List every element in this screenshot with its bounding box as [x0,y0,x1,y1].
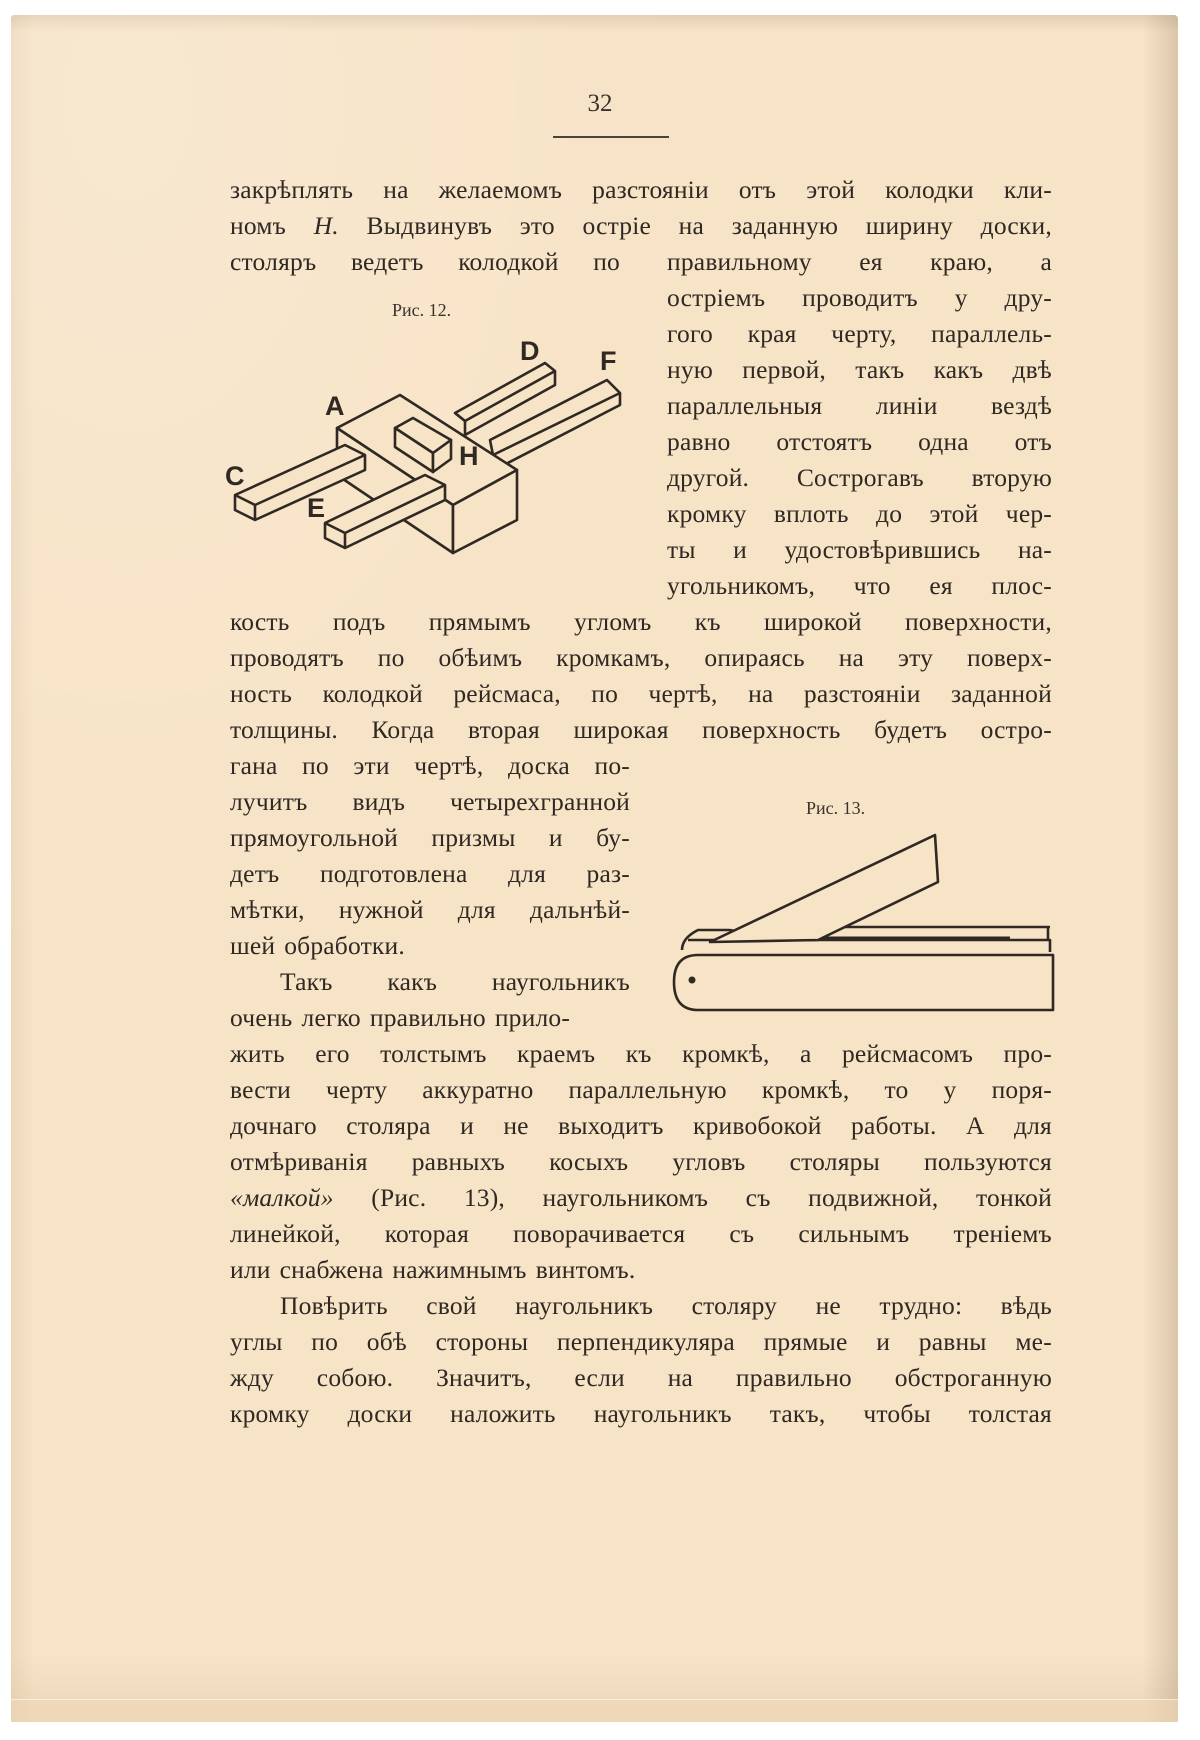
text-word: H. [313,211,339,240]
text-word: трудно: [879,1291,963,1320]
text-word: бу- [596,823,630,852]
text-word: отъ [738,175,777,204]
text-word: дру- [1004,283,1052,312]
text-word: углы [230,1327,283,1356]
text-word: собою. [316,1363,394,1392]
text-word: какъ [387,967,438,996]
text-line [230,1180,1052,1216]
text-word: кость [230,607,290,636]
text-word: мѣтки, [230,895,305,924]
text-word: призмы [431,823,516,852]
text-word: по- [594,751,630,780]
figure-12-label-a: A [325,391,345,421]
text-word: и [460,1111,474,1140]
figure-13-caption: Рис. 13. [806,798,866,818]
text-word: колодки [885,175,974,204]
text-word: по [302,751,329,780]
figure-13-bevel-square [670,830,1060,1020]
text-word: (Рис. [371,1183,427,1212]
figure-12-caption: Рис. 12. [392,300,452,320]
text-word: отмѣриванія [230,1147,368,1176]
text-line [230,748,630,784]
text-word: прямые [763,1327,848,1356]
text-line [230,1216,1052,1252]
text-word: проводятъ [230,643,344,672]
text-word: жду [230,1363,274,1392]
text-word: дальнѣй- [529,895,630,924]
text-word: по [377,643,405,672]
text-word: будетъ [874,715,948,744]
text-word: Такъ [280,967,333,996]
text-word: съ [729,1219,755,1248]
text-word: косыхъ [549,1147,629,1176]
text-word: Когда [371,715,435,744]
text-word: поря- [991,1075,1052,1104]
text-word: номъ [230,211,287,240]
text-word: винтомъ. [535,1255,636,1284]
text-line [230,928,630,964]
text-word: нажимнымъ [392,1255,527,1284]
figure-12-label-h: H [459,441,479,471]
text-line [280,1288,1052,1324]
text-word: чертѣ, [414,751,484,780]
text-word: заданную [731,211,839,240]
text-word: первой, [742,355,827,384]
text-word: какъ [933,355,984,384]
text-word: поверхности, [904,607,1052,636]
text-word: ея [859,247,883,276]
text-word: съ [745,1183,771,1212]
text-word: раз- [586,859,630,888]
text-word: 13), [463,1183,505,1212]
text-line [230,1036,1052,1072]
text-word: правильно [369,1003,486,1032]
text-word: вторую [971,463,1052,492]
text-word: столяра [346,1111,431,1140]
text-word: чертѣ, [648,679,718,708]
text-word: сильнымъ [798,1219,910,1248]
text-word: про- [1003,1039,1052,1068]
text-word: эти [353,751,390,780]
text-word: на [838,643,865,672]
text-word: не [815,1291,841,1320]
text-line [230,1144,1052,1180]
text-word: у [943,1075,957,1104]
text-line [230,640,1052,676]
text-word: одна [918,427,969,456]
text-word: гого [667,319,713,348]
text-word: такъ [855,355,905,384]
text-word: черту [326,1075,388,1104]
text-word: на- [1017,535,1052,564]
text-word: поверхность [702,715,841,744]
text-word: доски [347,1399,413,1428]
text-word: отстоятъ [776,427,873,456]
text-word: наложить [450,1399,556,1428]
text-word: ширину [865,211,953,240]
text-word: черту, [831,319,897,348]
text-word: этой [929,499,979,528]
text-word: кривобокой [693,1111,822,1140]
text-line [230,244,620,280]
text-word: и [876,1327,891,1356]
text-word: вторая [467,715,540,744]
text-word: колодкой [458,247,559,276]
page-number-rule [553,136,669,138]
text-word: равны [918,1327,987,1356]
text-word: снабжена [279,1255,384,1284]
text-word: пользуются [924,1147,1052,1176]
text-word: проводитъ [802,283,918,312]
text-word: Сострогавъ [796,463,924,492]
text-word: лучитъ [230,787,308,816]
text-word: легко [301,1003,361,1032]
text-word: аккуратно [422,1075,534,1104]
text-line [230,1360,1052,1396]
text-word: подготовлена [319,859,468,888]
text-word: до [876,499,903,528]
text-line [667,532,1052,568]
text-line [667,424,1052,460]
text-word: дочнаго [230,1111,317,1140]
text-word: вести [230,1075,291,1104]
text-word: этой [806,175,856,204]
text-word: колодкой [322,679,423,708]
text-word: а [800,1039,812,1068]
text-line [280,964,630,1000]
text-word: по [311,1327,339,1356]
text-word: треніемъ [953,1219,1052,1248]
text-word: Повѣрить [280,1291,388,1320]
text-word: угольникомъ, [667,571,816,600]
page-number: 32 [587,90,613,117]
text-word: ея [929,571,953,600]
text-line [230,208,1052,244]
text-word: кромку [667,499,747,528]
text-word: шей [230,931,276,960]
text-line [230,1252,1052,1288]
text-word: на [667,1363,694,1392]
text-word: остріемъ [667,283,766,312]
text-word: четырехгранной [450,787,630,816]
text-line [230,1324,1052,1360]
text-word: прило- [494,1003,571,1032]
text-word: на [748,679,774,708]
text-word: ведетъ [350,247,424,276]
text-line [230,1072,1052,1108]
text-line [667,460,1052,496]
text-word: толщины. [230,715,338,744]
text-word: къ [625,1039,652,1068]
text-word: ность [230,679,293,708]
text-word: обработки. [284,931,405,960]
text-word: краю, [930,247,994,276]
text-line [230,172,1052,208]
text-word: угловъ [672,1147,746,1176]
text-word: широкой [764,607,862,636]
text-word: обѣ [366,1327,407,1356]
text-word: толстая [968,1399,1052,1428]
figure-12-label-c: C [225,461,245,491]
text-word: а [1040,247,1052,276]
text-word: желаемомъ [438,175,563,204]
text-line [230,892,630,928]
text-word: рейсмаса, [453,679,561,708]
text-word: работы. [851,1111,937,1140]
text-word: кли- [1003,175,1052,204]
text-word: наугольникъ [491,967,630,996]
text-word: равно [667,427,731,456]
text-word: поворачивается [513,1219,686,1248]
text-word: широкая [573,715,669,744]
text-word: и [733,535,748,564]
text-word: удостовѣрившись [784,535,981,564]
text-word: у [954,283,968,312]
text-word: А [965,1111,985,1140]
text-word: что [853,571,891,600]
text-word: Значитъ, [436,1363,532,1392]
text-line [230,856,630,892]
text-line [230,1108,1052,1144]
text-word: кромкѣ, [682,1039,770,1068]
text-word: кромкѣ, [761,1075,850,1104]
text-word: если [574,1363,625,1392]
text-word: равныхъ [411,1147,505,1176]
text-word: ме- [1015,1327,1052,1356]
text-word: рейсмасомъ [841,1039,974,1068]
text-word: для [508,859,547,888]
text-word: или [230,1255,271,1284]
text-line [230,1396,1052,1432]
text-word: подвижной, [808,1183,939,1212]
text-word: Выдвинувъ [366,211,493,240]
text-word: плос- [991,571,1052,600]
text-line [230,676,1052,712]
text-word: на [383,175,409,204]
text-word: заданной [951,679,1052,708]
text-word: то [884,1075,909,1104]
text-word: эту [897,643,934,672]
text-word: выходитъ [558,1111,664,1140]
text-word: это [519,211,555,240]
text-word: параллель- [931,319,1052,348]
text-word: краемъ [516,1039,596,1068]
figure-12-bar-c [235,445,365,520]
text-word: разстояніи [592,175,709,204]
text-word: детъ [230,859,280,888]
text-word: наугольникъ [515,1291,654,1320]
text-line [667,352,1052,388]
text-word: наугольникъ [593,1399,732,1428]
text-word: нужной [338,895,424,924]
text-word: кромку [230,1399,310,1428]
text-word: отъ [1014,427,1052,456]
text-word: для [457,895,496,924]
text-word: угломъ [574,607,652,636]
text-word: обѣимъ [438,643,523,672]
text-line [667,244,1052,280]
text-word: стороны [435,1327,529,1356]
text-word: обстроганную [894,1363,1052,1392]
text-word: перпендикуляра [556,1327,735,1356]
text-word: очень [230,1003,293,1032]
text-line [230,604,1052,640]
text-line [667,280,1052,316]
figure-12-label-e: E [307,493,326,523]
text-word: доски, [980,211,1052,240]
text-word: «малкой» [230,1183,334,1212]
figure-12-marking-gauge [225,335,625,575]
text-word: закрѣплять [230,175,354,204]
text-word: кромкамъ, [556,643,671,672]
figure-12-label-d: D [520,336,540,366]
text-word: прямымъ [428,607,531,636]
text-word: края [747,319,797,348]
text-word: подъ [332,607,386,636]
text-word: столяры [789,1147,880,1176]
text-word: наугольникомъ [542,1183,709,1212]
text-word: другой. [667,463,750,492]
text-word: жить [230,1039,285,1068]
text-word: на [678,211,705,240]
text-word: линіи [875,391,938,420]
text-line [230,712,1052,748]
text-word: параллельную [568,1075,727,1104]
text-word: видъ [352,787,406,816]
text-word: остріе [582,211,652,240]
figure-12-label-f: F [600,346,617,376]
text-word: его [315,1039,350,1068]
text-word: поверх- [967,643,1052,672]
text-word: которая [384,1219,469,1248]
text-word: вплоть [773,499,849,528]
text-word: не [503,1111,529,1140]
text-word: разстояніи [803,679,921,708]
text-word: по [593,247,620,276]
text-word: ную [667,355,714,384]
text-word: доска [507,751,570,780]
text-word: гана [230,751,278,780]
text-word: чер- [1005,499,1052,528]
text-word: правильному [667,247,812,276]
text-word: правильно [735,1363,852,1392]
text-line [667,316,1052,352]
text-word: вездѣ [991,391,1052,420]
text-word: параллельныя [667,391,823,420]
page-bottom-fold [11,1699,1178,1722]
text-word: двѣ [1012,355,1052,384]
text-word: чтобы [863,1399,931,1428]
text-word: для [1013,1111,1052,1140]
text-word: вѣдь [1000,1291,1052,1320]
text-word: свой [426,1291,477,1320]
text-line [667,388,1052,424]
text-line [230,784,630,820]
text-word: ты [667,535,696,564]
text-word: тонкой [976,1183,1052,1212]
text-line [667,496,1052,532]
text-line [230,820,630,856]
text-line [667,568,1052,604]
text-word: толстымъ [380,1039,487,1068]
text-word: къ [694,607,721,636]
text-word: прямоугольной [230,823,399,852]
text-line [230,1000,630,1036]
text-word: по [591,679,619,708]
text-word: столяръ [230,247,317,276]
text-word: опираясь [704,643,805,672]
text-word: столяру [691,1291,778,1320]
text-word: и [548,823,563,852]
text-word: такъ, [769,1399,826,1428]
text-word: остро- [980,715,1052,744]
text-word: линейкой, [230,1219,341,1248]
